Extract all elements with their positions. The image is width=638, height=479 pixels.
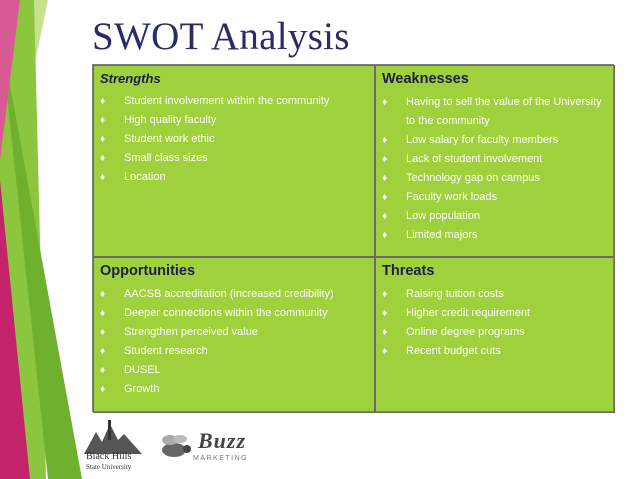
list-item-text: Strengthen perceived value: [124, 326, 258, 338]
bullet-icon: ♦: [382, 173, 388, 184]
list-item-text: Student involvement within the community: [124, 95, 330, 107]
threats-list: [382, 285, 611, 361]
list-item: [100, 130, 371, 149]
bullet-icon: ♦: [100, 289, 106, 300]
list-item: [100, 285, 371, 304]
bullet-icon: ♦: [382, 230, 388, 241]
list-item: [382, 342, 611, 361]
footer-logos: [0, 414, 260, 474]
list-item-text: Low population: [406, 210, 481, 222]
list-item: [100, 92, 371, 111]
page-title: SWOT Analysis: [92, 15, 350, 58]
list-item-text: Lack of student involvement: [406, 153, 543, 165]
list-item: [100, 361, 371, 380]
strengths-quadrant: [93, 65, 375, 257]
bhsu-line2: State University: [86, 463, 132, 471]
threats-heading: Threats: [382, 263, 435, 279]
list-item: [100, 304, 371, 323]
list-item-text: Student research: [124, 345, 208, 357]
strengths-heading: Strengths: [100, 71, 161, 86]
threats-quadrant: [375, 257, 615, 413]
weaknesses-list: [382, 93, 611, 245]
list-item-text: Low salary for faculty members: [406, 134, 559, 146]
strengths-list: [100, 92, 371, 187]
list-item: [382, 131, 611, 150]
list-item-text: Growth: [124, 383, 160, 395]
opportunities-heading: Opportunities: [100, 263, 196, 279]
list-item: [382, 150, 611, 169]
list-item: [100, 111, 371, 130]
list-item-text: Raising tuition costs: [406, 288, 504, 300]
list-item-text: Faculty work loads: [406, 191, 498, 203]
bullet-icon: ♦: [382, 154, 388, 165]
bullet-icon: ♦: [382, 192, 388, 203]
bullet-icon: ♦: [100, 153, 106, 164]
bullet-icon: ♦: [382, 289, 388, 300]
list-item: [382, 323, 611, 342]
list-item-text: High quality faculty: [124, 114, 217, 126]
bhsu-wordmark: [86, 452, 131, 472]
bullet-icon: ♦: [382, 346, 388, 357]
list-item-text: Technology gap on campus: [406, 172, 540, 184]
list-item-text: Recent budget cuts: [406, 345, 501, 357]
list-item: [100, 149, 371, 168]
list-item: [100, 168, 371, 187]
list-item: [382, 285, 611, 304]
list-item: [382, 207, 611, 226]
list-item-text: Online degree programs: [406, 326, 525, 338]
bullet-icon: ♦: [100, 365, 106, 376]
buzz-subtitle: MARKETING: [193, 455, 249, 462]
list-item-text: Deeper connections within the community: [124, 307, 328, 319]
list-item-text: Having to sell the value of the University to the community: [406, 96, 602, 127]
list-item-text: Small class sizes: [124, 152, 208, 164]
decorative-side-shapes: [0, 0, 90, 479]
bullet-icon: ♦: [382, 327, 388, 338]
weaknesses-quadrant: [375, 65, 615, 257]
list-item: [382, 226, 611, 245]
list-item: [382, 188, 611, 207]
list-item-text: Student work ethic: [124, 133, 215, 145]
bullet-icon: ♦: [100, 134, 106, 145]
bullet-icon: ♦: [382, 308, 388, 319]
swot-grid: [92, 64, 614, 412]
bhsu-line1: Black Hills: [86, 451, 132, 462]
list-item: [100, 380, 371, 399]
list-item-text: AACSB accreditation (increased credibility): [124, 288, 334, 300]
bullet-icon: ♦: [382, 211, 388, 222]
bullet-icon: ♦: [100, 327, 106, 338]
bullet-icon: ♦: [100, 172, 106, 183]
buzz-wordmark: Buzz: [198, 428, 247, 453]
list-item: [382, 93, 611, 131]
weaknesses-heading: Weaknesses: [382, 71, 469, 87]
bullet-icon: ♦: [100, 96, 106, 107]
bullet-icon: ♦: [382, 135, 388, 146]
list-item: [100, 342, 371, 361]
bullet-icon: ♦: [100, 346, 106, 357]
opportunities-quadrant: [93, 257, 375, 413]
list-item: [382, 169, 611, 188]
list-item-text: Limited majors: [406, 229, 478, 241]
bullet-icon: ♦: [100, 308, 106, 319]
opportunities-list: [100, 285, 371, 399]
list-item-text: Higher credit requirement: [406, 307, 531, 319]
list-item: [100, 323, 371, 342]
bullet-icon: ♦: [100, 384, 106, 395]
list-item-text: Location: [124, 171, 166, 183]
list-item-text: DUSEL: [124, 364, 161, 376]
bullet-icon: ♦: [382, 97, 388, 108]
list-item: [382, 304, 611, 323]
bullet-icon: ♦: [100, 115, 106, 126]
